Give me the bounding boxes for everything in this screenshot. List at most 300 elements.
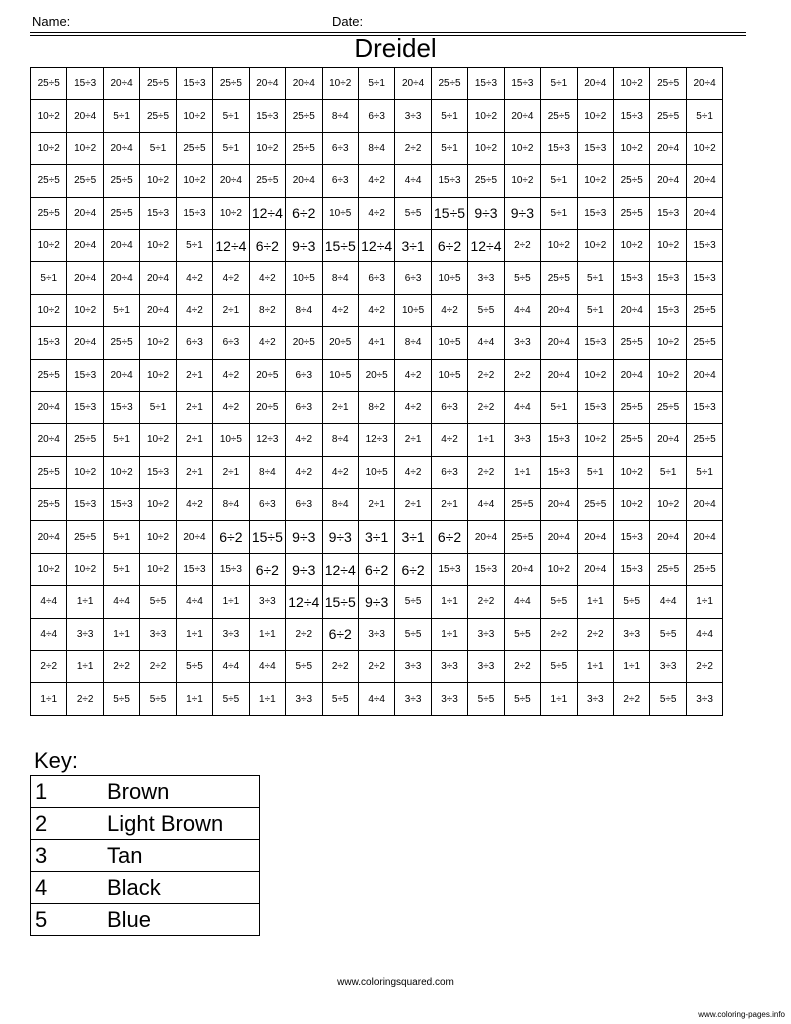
grid-cell[interactable]: 15÷3 xyxy=(176,197,212,229)
grid-cell[interactable]: 20÷4 xyxy=(686,359,722,391)
grid-cell[interactable]: 15÷3 xyxy=(614,521,650,553)
grid-cell[interactable]: 25÷5 xyxy=(140,100,176,132)
grid-cell[interactable]: 5÷1 xyxy=(541,391,577,423)
grid-cell[interactable]: 10÷5 xyxy=(322,359,358,391)
grid-cell[interactable]: 1÷1 xyxy=(249,618,285,650)
grid-cell[interactable]: 20÷4 xyxy=(103,132,139,164)
grid-cell[interactable]: 15÷3 xyxy=(67,68,103,100)
grid-cell[interactable]: 9÷3 xyxy=(468,197,504,229)
grid-cell[interactable]: 25÷5 xyxy=(541,100,577,132)
grid-cell[interactable]: 10÷2 xyxy=(504,132,540,164)
grid-cell[interactable]: 20÷5 xyxy=(286,327,322,359)
grid-cell[interactable]: 10÷2 xyxy=(67,456,103,488)
grid-cell[interactable]: 4÷4 xyxy=(504,586,540,618)
grid-cell[interactable]: 20÷4 xyxy=(686,68,722,100)
grid-cell[interactable]: 6÷3 xyxy=(395,262,431,294)
grid-cell[interactable]: 15÷3 xyxy=(103,391,139,423)
grid-cell[interactable]: 10÷2 xyxy=(31,229,67,261)
grid-cell[interactable]: 10÷2 xyxy=(577,424,613,456)
grid-cell[interactable]: 6÷2 xyxy=(431,229,467,261)
grid-cell[interactable]: 20÷4 xyxy=(614,294,650,326)
grid-cell[interactable]: 20÷4 xyxy=(31,391,67,423)
grid-cell[interactable]: 15÷3 xyxy=(176,553,212,585)
grid-cell[interactable]: 20÷4 xyxy=(213,165,249,197)
grid-cell[interactable]: 3÷3 xyxy=(468,262,504,294)
grid-cell[interactable]: 1÷1 xyxy=(504,456,540,488)
grid-cell[interactable]: 6÷3 xyxy=(431,391,467,423)
grid-cell[interactable]: 6÷2 xyxy=(395,553,431,585)
grid-cell[interactable]: 15÷3 xyxy=(213,553,249,585)
grid-cell[interactable]: 8÷4 xyxy=(249,456,285,488)
grid-cell[interactable]: 5÷1 xyxy=(213,132,249,164)
grid-cell[interactable]: 10÷2 xyxy=(541,229,577,261)
grid-cell[interactable]: 10÷2 xyxy=(650,327,686,359)
grid-cell[interactable]: 5÷5 xyxy=(395,618,431,650)
grid-cell[interactable]: 4÷2 xyxy=(286,456,322,488)
grid-cell[interactable]: 20÷4 xyxy=(395,68,431,100)
grid-cell[interactable]: 6÷3 xyxy=(249,489,285,521)
grid-cell[interactable]: 4÷1 xyxy=(358,327,394,359)
grid-cell[interactable]: 25÷5 xyxy=(213,68,249,100)
grid-cell[interactable]: 4÷2 xyxy=(395,391,431,423)
grid-cell[interactable]: 2÷1 xyxy=(176,424,212,456)
grid-cell[interactable]: 10÷2 xyxy=(577,165,613,197)
grid-cell[interactable]: 8÷4 xyxy=(213,489,249,521)
grid-cell[interactable]: 2÷1 xyxy=(395,489,431,521)
grid-cell[interactable]: 20÷4 xyxy=(686,521,722,553)
grid-cell[interactable]: 1÷1 xyxy=(31,683,67,715)
grid-cell[interactable]: 8÷4 xyxy=(286,294,322,326)
grid-cell[interactable]: 4÷2 xyxy=(395,359,431,391)
grid-cell[interactable]: 6÷3 xyxy=(431,456,467,488)
grid-cell[interactable]: 10÷2 xyxy=(614,132,650,164)
grid-cell[interactable]: 25÷5 xyxy=(286,132,322,164)
grid-cell[interactable]: 15÷3 xyxy=(577,132,613,164)
grid-cell[interactable]: 25÷5 xyxy=(650,553,686,585)
grid-cell[interactable]: 20÷4 xyxy=(67,229,103,261)
grid-cell[interactable]: 2÷2 xyxy=(577,618,613,650)
grid-cell[interactable]: 10÷5 xyxy=(431,262,467,294)
grid-cell[interactable]: 20÷4 xyxy=(650,132,686,164)
grid-cell[interactable]: 5÷5 xyxy=(468,294,504,326)
grid-cell[interactable]: 1÷1 xyxy=(577,651,613,683)
grid-cell[interactable]: 12÷3 xyxy=(358,424,394,456)
grid-cell[interactable]: 2÷2 xyxy=(504,651,540,683)
grid-cell[interactable]: 20÷4 xyxy=(140,262,176,294)
grid-cell[interactable]: 25÷5 xyxy=(67,521,103,553)
grid-cell[interactable]: 10÷2 xyxy=(614,456,650,488)
grid-cell[interactable]: 5÷5 xyxy=(541,586,577,618)
grid-cell[interactable]: 3÷3 xyxy=(358,618,394,650)
grid-cell[interactable]: 5÷5 xyxy=(504,262,540,294)
grid-cell[interactable]: 25÷5 xyxy=(249,165,285,197)
grid-cell[interactable]: 25÷5 xyxy=(286,100,322,132)
grid-cell[interactable]: 10÷2 xyxy=(31,553,67,585)
grid-cell[interactable]: 6÷3 xyxy=(358,100,394,132)
grid-cell[interactable]: 5÷1 xyxy=(358,68,394,100)
grid-cell[interactable]: 15÷3 xyxy=(541,456,577,488)
grid-cell[interactable]: 5÷1 xyxy=(431,132,467,164)
grid-cell[interactable]: 20÷4 xyxy=(577,68,613,100)
grid-cell[interactable]: 25÷5 xyxy=(103,165,139,197)
grid-cell[interactable]: 1÷1 xyxy=(67,586,103,618)
grid-cell[interactable]: 20÷4 xyxy=(286,165,322,197)
grid-cell[interactable]: 8÷4 xyxy=(322,424,358,456)
grid-cell[interactable]: 10÷5 xyxy=(431,359,467,391)
grid-cell[interactable]: 2÷2 xyxy=(504,359,540,391)
grid-cell[interactable]: 1÷1 xyxy=(468,424,504,456)
grid-cell[interactable]: 20÷4 xyxy=(140,294,176,326)
grid-cell[interactable]: 4÷2 xyxy=(176,262,212,294)
grid-cell[interactable]: 1÷1 xyxy=(686,586,722,618)
grid-cell[interactable]: 10÷2 xyxy=(614,229,650,261)
grid-cell[interactable]: 5÷1 xyxy=(103,294,139,326)
grid-cell[interactable]: 20÷4 xyxy=(468,521,504,553)
grid-cell[interactable]: 5÷1 xyxy=(176,229,212,261)
grid-cell[interactable]: 20÷4 xyxy=(686,489,722,521)
grid-cell[interactable]: 10÷2 xyxy=(140,553,176,585)
grid-cell[interactable]: 20÷4 xyxy=(650,521,686,553)
grid-cell[interactable]: 2÷1 xyxy=(213,294,249,326)
grid-cell[interactable]: 25÷5 xyxy=(504,521,540,553)
grid-cell[interactable]: 25÷5 xyxy=(614,327,650,359)
grid-cell[interactable]: 5÷1 xyxy=(541,197,577,229)
grid-cell[interactable]: 20÷4 xyxy=(67,262,103,294)
grid-cell[interactable]: 4÷2 xyxy=(431,294,467,326)
grid-cell[interactable]: 5÷1 xyxy=(577,456,613,488)
grid-cell[interactable]: 2÷2 xyxy=(322,651,358,683)
grid-cell[interactable]: 15÷3 xyxy=(67,489,103,521)
grid-cell[interactable]: 15÷3 xyxy=(176,68,212,100)
grid-cell[interactable]: 15÷5 xyxy=(249,521,285,553)
grid-cell[interactable]: 5÷1 xyxy=(103,553,139,585)
grid-cell[interactable]: 6÷3 xyxy=(286,391,322,423)
grid-cell[interactable]: 10÷5 xyxy=(431,327,467,359)
grid-cell[interactable]: 2÷2 xyxy=(614,683,650,715)
grid-cell[interactable]: 3÷3 xyxy=(395,100,431,132)
grid-cell[interactable]: 20÷5 xyxy=(249,391,285,423)
grid-cell[interactable]: 12÷4 xyxy=(213,229,249,261)
grid-cell[interactable]: 5÷1 xyxy=(541,165,577,197)
grid-cell[interactable]: 25÷5 xyxy=(31,489,67,521)
grid-cell[interactable]: 25÷5 xyxy=(686,424,722,456)
grid-cell[interactable]: 3÷3 xyxy=(140,618,176,650)
grid-cell[interactable]: 4÷2 xyxy=(176,294,212,326)
grid-cell[interactable]: 20÷4 xyxy=(249,68,285,100)
grid-cell[interactable]: 20÷4 xyxy=(67,197,103,229)
grid-cell[interactable]: 4÷2 xyxy=(358,294,394,326)
grid-cell[interactable]: 10÷2 xyxy=(31,294,67,326)
grid-cell[interactable]: 5÷5 xyxy=(650,683,686,715)
grid-cell[interactable]: 15÷3 xyxy=(431,165,467,197)
grid-cell[interactable]: 6÷2 xyxy=(431,521,467,553)
grid-cell[interactable]: 25÷5 xyxy=(31,456,67,488)
grid-cell[interactable]: 20÷4 xyxy=(103,229,139,261)
grid-cell[interactable]: 4÷4 xyxy=(249,651,285,683)
grid-cell[interactable]: 4÷2 xyxy=(358,197,394,229)
grid-cell[interactable]: 6÷2 xyxy=(249,553,285,585)
grid-cell[interactable]: 10÷2 xyxy=(67,294,103,326)
grid-cell[interactable]: 5÷1 xyxy=(686,100,722,132)
grid-cell[interactable]: 20÷4 xyxy=(541,327,577,359)
grid-cell[interactable]: 5÷5 xyxy=(614,586,650,618)
grid-cell[interactable]: 4÷2 xyxy=(249,327,285,359)
grid-cell[interactable]: 15÷3 xyxy=(614,262,650,294)
grid-cell[interactable]: 2÷2 xyxy=(468,586,504,618)
grid-cell[interactable]: 3÷3 xyxy=(395,683,431,715)
grid-cell[interactable]: 20÷4 xyxy=(650,424,686,456)
grid-cell[interactable]: 6÷3 xyxy=(286,489,322,521)
grid-cell[interactable]: 25÷5 xyxy=(140,68,176,100)
grid-cell[interactable]: 6÷2 xyxy=(213,521,249,553)
grid-cell[interactable]: 10÷2 xyxy=(504,165,540,197)
grid-cell[interactable]: 15÷3 xyxy=(468,68,504,100)
grid-cell[interactable]: 8÷2 xyxy=(358,391,394,423)
grid-cell[interactable]: 15÷3 xyxy=(577,327,613,359)
grid-cell[interactable]: 4÷4 xyxy=(358,683,394,715)
grid-cell[interactable]: 5÷5 xyxy=(286,651,322,683)
grid-cell[interactable]: 4÷2 xyxy=(322,456,358,488)
grid-cell[interactable]: 15÷3 xyxy=(577,197,613,229)
grid-cell[interactable]: 20÷5 xyxy=(322,327,358,359)
grid-cell[interactable]: 5÷5 xyxy=(395,197,431,229)
grid-cell[interactable]: 25÷5 xyxy=(67,165,103,197)
grid-cell[interactable]: 15÷3 xyxy=(140,456,176,488)
grid-cell[interactable]: 6÷3 xyxy=(358,262,394,294)
grid-cell[interactable]: 10÷5 xyxy=(286,262,322,294)
grid-cell[interactable]: 4÷4 xyxy=(504,391,540,423)
grid-cell[interactable]: 25÷5 xyxy=(468,165,504,197)
grid-cell[interactable]: 4÷2 xyxy=(213,391,249,423)
grid-cell[interactable]: 3÷3 xyxy=(395,651,431,683)
grid-cell[interactable]: 5÷1 xyxy=(31,262,67,294)
grid-cell[interactable]: 2÷1 xyxy=(213,456,249,488)
grid-cell[interactable]: 1÷1 xyxy=(577,586,613,618)
grid-cell[interactable]: 15÷3 xyxy=(686,229,722,261)
grid-cell[interactable]: 10÷2 xyxy=(140,327,176,359)
grid-cell[interactable]: 6÷3 xyxy=(176,327,212,359)
grid-cell[interactable]: 15÷3 xyxy=(504,68,540,100)
grid-cell[interactable]: 3÷3 xyxy=(468,651,504,683)
grid-cell[interactable]: 4÷4 xyxy=(395,165,431,197)
grid-cell[interactable]: 2÷2 xyxy=(395,132,431,164)
grid-cell[interactable]: 15÷3 xyxy=(686,391,722,423)
grid-cell[interactable]: 20÷4 xyxy=(541,359,577,391)
grid-cell[interactable]: 20÷4 xyxy=(103,68,139,100)
grid-cell[interactable]: 4÷4 xyxy=(31,586,67,618)
grid-cell[interactable]: 25÷5 xyxy=(577,489,613,521)
grid-cell[interactable]: 25÷5 xyxy=(686,294,722,326)
grid-cell[interactable]: 15÷3 xyxy=(31,327,67,359)
grid-cell[interactable]: 20÷4 xyxy=(577,553,613,585)
grid-cell[interactable]: 2÷1 xyxy=(322,391,358,423)
grid-cell[interactable]: 5÷5 xyxy=(176,651,212,683)
grid-cell[interactable]: 1÷1 xyxy=(103,618,139,650)
grid-cell[interactable]: 5÷5 xyxy=(140,586,176,618)
grid-cell[interactable]: 9÷3 xyxy=(286,521,322,553)
grid-cell[interactable]: 1÷1 xyxy=(176,683,212,715)
grid-cell[interactable]: 12÷4 xyxy=(468,229,504,261)
grid-cell[interactable]: 20÷4 xyxy=(577,521,613,553)
grid-cell[interactable]: 10÷2 xyxy=(176,165,212,197)
grid-cell[interactable]: 4÷4 xyxy=(103,586,139,618)
grid-cell[interactable]: 20÷4 xyxy=(31,521,67,553)
grid-cell[interactable]: 3÷3 xyxy=(504,424,540,456)
grid-cell[interactable]: 15÷3 xyxy=(614,100,650,132)
grid-cell[interactable]: 3÷3 xyxy=(286,683,322,715)
grid-cell[interactable]: 10÷2 xyxy=(577,359,613,391)
grid-cell[interactable]: 2÷1 xyxy=(395,424,431,456)
grid-cell[interactable]: 5÷5 xyxy=(504,683,540,715)
grid-cell[interactable]: 20÷4 xyxy=(686,197,722,229)
grid-cell[interactable]: 15÷5 xyxy=(431,197,467,229)
grid-cell[interactable]: 2÷2 xyxy=(286,618,322,650)
grid-cell[interactable]: 10÷2 xyxy=(140,165,176,197)
grid-cell[interactable]: 25÷5 xyxy=(541,262,577,294)
grid-cell[interactable]: 15÷5 xyxy=(322,229,358,261)
grid-cell[interactable]: 15÷3 xyxy=(67,359,103,391)
grid-cell[interactable]: 8÷4 xyxy=(322,100,358,132)
grid-cell[interactable]: 3÷3 xyxy=(504,327,540,359)
grid-cell[interactable]: 1÷1 xyxy=(176,618,212,650)
grid-cell[interactable]: 10÷2 xyxy=(67,132,103,164)
grid-cell[interactable]: 10÷2 xyxy=(541,553,577,585)
grid-cell[interactable]: 15÷5 xyxy=(322,586,358,618)
grid-cell[interactable]: 10÷5 xyxy=(322,197,358,229)
grid-cell[interactable]: 10÷2 xyxy=(31,132,67,164)
grid-cell[interactable]: 2÷2 xyxy=(541,618,577,650)
grid-cell[interactable]: 5÷1 xyxy=(103,100,139,132)
grid-cell[interactable]: 9÷3 xyxy=(286,229,322,261)
grid-cell[interactable]: 4÷4 xyxy=(31,618,67,650)
grid-cell[interactable]: 4÷4 xyxy=(650,586,686,618)
grid-cell[interactable]: 10÷2 xyxy=(140,359,176,391)
grid-cell[interactable]: 2÷1 xyxy=(176,456,212,488)
grid-cell[interactable]: 10÷2 xyxy=(67,553,103,585)
grid-cell[interactable]: 20÷4 xyxy=(541,521,577,553)
grid-cell[interactable]: 20÷4 xyxy=(67,100,103,132)
grid-cell[interactable]: 5÷1 xyxy=(103,521,139,553)
grid-cell[interactable]: 8÷4 xyxy=(322,262,358,294)
grid-cell[interactable]: 12÷4 xyxy=(322,553,358,585)
grid-cell[interactable]: 10÷2 xyxy=(322,68,358,100)
grid-cell[interactable]: 20÷4 xyxy=(650,165,686,197)
grid-cell[interactable]: 10÷2 xyxy=(140,521,176,553)
grid-cell[interactable]: 5÷1 xyxy=(213,100,249,132)
grid-cell[interactable]: 5÷1 xyxy=(541,68,577,100)
grid-cell[interactable]: 20÷5 xyxy=(358,359,394,391)
grid-cell[interactable]: 25÷5 xyxy=(431,68,467,100)
grid-cell[interactable]: 5÷5 xyxy=(650,618,686,650)
grid-cell[interactable]: 5÷5 xyxy=(504,618,540,650)
grid-cell[interactable]: 15÷3 xyxy=(686,262,722,294)
grid-cell[interactable]: 20÷4 xyxy=(686,165,722,197)
grid-cell[interactable]: 4÷2 xyxy=(176,489,212,521)
grid-cell[interactable]: 20÷4 xyxy=(504,100,540,132)
grid-cell[interactable]: 4÷4 xyxy=(504,294,540,326)
grid-cell[interactable]: 25÷5 xyxy=(103,197,139,229)
grid-cell[interactable]: 20÷5 xyxy=(249,359,285,391)
grid-cell[interactable]: 12÷3 xyxy=(249,424,285,456)
grid-cell[interactable]: 5÷1 xyxy=(140,132,176,164)
grid-cell[interactable]: 1÷1 xyxy=(614,651,650,683)
grid-cell[interactable]: 10÷5 xyxy=(395,294,431,326)
grid-cell[interactable]: 6÷2 xyxy=(249,229,285,261)
grid-cell[interactable]: 4÷4 xyxy=(686,618,722,650)
grid-cell[interactable]: 6÷2 xyxy=(322,618,358,650)
grid-cell[interactable]: 6÷2 xyxy=(358,553,394,585)
grid-cell[interactable]: 10÷2 xyxy=(140,229,176,261)
grid-cell[interactable]: 20÷4 xyxy=(103,262,139,294)
grid-cell[interactable]: 2÷2 xyxy=(686,651,722,683)
grid-cell[interactable]: 12÷4 xyxy=(286,586,322,618)
grid-cell[interactable]: 10÷2 xyxy=(468,100,504,132)
grid-cell[interactable]: 25÷5 xyxy=(650,391,686,423)
grid-cell[interactable]: 5÷5 xyxy=(140,683,176,715)
grid-cell[interactable]: 6÷3 xyxy=(286,359,322,391)
grid-cell[interactable]: 25÷5 xyxy=(31,165,67,197)
grid-cell[interactable]: 25÷5 xyxy=(614,391,650,423)
grid-cell[interactable]: 10÷2 xyxy=(176,100,212,132)
grid-cell[interactable]: 25÷5 xyxy=(103,327,139,359)
grid-cell[interactable]: 9÷3 xyxy=(504,197,540,229)
grid-cell[interactable]: 15÷3 xyxy=(614,553,650,585)
grid-cell[interactable]: 8÷4 xyxy=(358,132,394,164)
grid-cell[interactable]: 5÷1 xyxy=(431,100,467,132)
grid-cell[interactable]: 25÷5 xyxy=(686,553,722,585)
grid-cell[interactable]: 15÷3 xyxy=(650,262,686,294)
grid-cell[interactable]: 8÷4 xyxy=(395,327,431,359)
grid-cell[interactable]: 4÷2 xyxy=(431,424,467,456)
grid-cell[interactable]: 10÷2 xyxy=(140,424,176,456)
grid-cell[interactable]: 5÷1 xyxy=(650,456,686,488)
grid-cell[interactable]: 5÷5 xyxy=(468,683,504,715)
grid-cell[interactable]: 4÷2 xyxy=(213,262,249,294)
grid-cell[interactable]: 25÷5 xyxy=(614,165,650,197)
grid-cell[interactable]: 2÷2 xyxy=(67,683,103,715)
grid-cell[interactable]: 2÷1 xyxy=(431,489,467,521)
grid-cell[interactable]: 4÷2 xyxy=(395,456,431,488)
grid-cell[interactable]: 25÷5 xyxy=(31,68,67,100)
grid-cell[interactable]: 25÷5 xyxy=(504,489,540,521)
grid-cell[interactable]: 2÷1 xyxy=(358,489,394,521)
grid-cell[interactable]: 2÷2 xyxy=(468,456,504,488)
grid-cell[interactable]: 10÷2 xyxy=(213,197,249,229)
grid-cell[interactable]: 2÷2 xyxy=(140,651,176,683)
grid-cell[interactable]: 1÷1 xyxy=(431,618,467,650)
grid-cell[interactable]: 10÷2 xyxy=(249,132,285,164)
grid-cell[interactable]: 20÷4 xyxy=(504,553,540,585)
grid-cell[interactable]: 20÷4 xyxy=(614,359,650,391)
grid-cell[interactable]: 10÷2 xyxy=(140,489,176,521)
grid-cell[interactable]: 15÷3 xyxy=(650,197,686,229)
grid-cell[interactable]: 6÷2 xyxy=(286,197,322,229)
grid-cell[interactable]: 5÷1 xyxy=(103,424,139,456)
grid-cell[interactable]: 6÷3 xyxy=(322,132,358,164)
grid-cell[interactable]: 2÷2 xyxy=(504,229,540,261)
grid-cell[interactable]: 5÷1 xyxy=(577,294,613,326)
grid-cell[interactable]: 4÷4 xyxy=(468,489,504,521)
grid-cell[interactable]: 25÷5 xyxy=(31,197,67,229)
grid-cell[interactable]: 25÷5 xyxy=(650,100,686,132)
grid-cell[interactable]: 1÷1 xyxy=(213,586,249,618)
grid-cell[interactable]: 20÷4 xyxy=(67,327,103,359)
grid-cell[interactable]: 3÷3 xyxy=(650,651,686,683)
grid-cell[interactable]: 15÷3 xyxy=(249,100,285,132)
grid-cell[interactable]: 5÷1 xyxy=(686,456,722,488)
grid-cell[interactable]: 25÷5 xyxy=(686,327,722,359)
grid-cell[interactable]: 10÷2 xyxy=(686,132,722,164)
